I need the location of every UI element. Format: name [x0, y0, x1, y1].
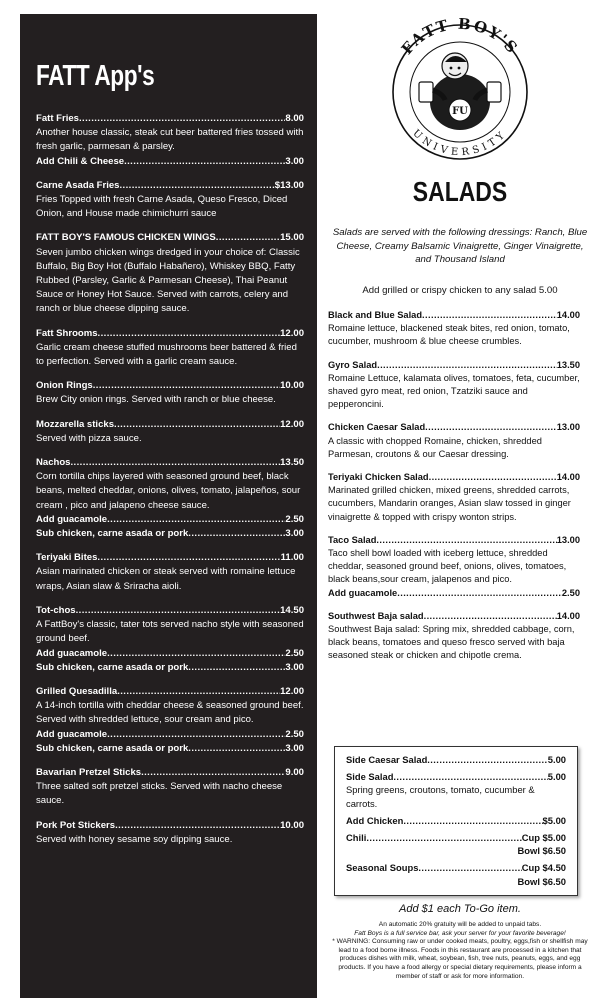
item-price: 2.50 [285, 728, 304, 740]
item-name: Carne Asada Fries [36, 179, 120, 191]
item-name: Seasonal Soups [346, 862, 419, 874]
item-name: Side Salad [346, 771, 394, 783]
leader-dots [376, 534, 556, 547]
leader-dots [403, 814, 542, 827]
leader-dots [98, 327, 281, 341]
leader-dots [115, 819, 280, 833]
logo-badge: FU [452, 106, 468, 117]
appetizers-list [36, 112, 304, 857]
item-name: Fatt Shrooms [36, 327, 98, 339]
addon-line [36, 513, 304, 527]
item-description: Served with pizza sauce. [36, 432, 142, 444]
salads-title: SALADS [412, 176, 508, 207]
item-price: 5.00 [547, 771, 566, 783]
leader-dots [76, 604, 281, 618]
item-name: Pork Pot Stickers [36, 819, 116, 831]
item-name: Add guacamole [36, 728, 108, 740]
item-name: Teriyaki Bites [36, 552, 98, 564]
leader-dots [427, 753, 547, 766]
leader-dots [188, 527, 285, 541]
leader-dots [418, 861, 521, 874]
item-description: Another house classic, steak cut beer battered fries tossed with fresh garlic, parmesan & parsley. [36, 127, 304, 153]
item-name: Nachos [36, 457, 71, 469]
item-header [346, 814, 566, 827]
salad-item [328, 610, 580, 663]
item-name: Add guacamole [36, 647, 108, 659]
item-header [328, 309, 580, 322]
addon-line [36, 155, 304, 169]
item-header [346, 831, 566, 844]
item-name: FATT BOY'S FAMOUS CHICKEN WINGS [36, 232, 216, 244]
item-header [36, 231, 304, 245]
item-price: 3.00 [285, 155, 304, 167]
item-description: Three salted soft pretzel sticks. Served with nacho cheese sauce. [36, 781, 283, 807]
item-price: 9.00 [285, 766, 304, 778]
leader-dots [93, 379, 280, 393]
item-price: 8.00 [285, 113, 304, 124]
item-header [36, 112, 304, 126]
item-price: Cup $5.00 [521, 832, 566, 844]
item-name: Bavarian Pretzel Sticks [36, 766, 142, 778]
leader-dots [425, 421, 557, 434]
item-price: 11.00 [280, 552, 304, 564]
gratuity-note: An automatic 20% gratuity will be added to unpaid tabs. [378, 921, 542, 928]
item-description: A FattBoy's classic, tater tots served nacho style with seasoned ground beef. [36, 619, 304, 645]
item-name: Mozzarella sticks [36, 418, 115, 430]
item-price: 3.00 [285, 661, 304, 673]
item-name: Grilled Quesadilla [36, 685, 118, 697]
item-price: 5.00 [547, 754, 566, 765]
item-price: 3.00 [285, 742, 304, 754]
leader-dots [366, 831, 521, 844]
appetizer-item [36, 112, 304, 169]
leader-dots [422, 309, 557, 322]
togo-note: Add $1 each To-Go item. [399, 903, 521, 915]
leader-dots [107, 647, 285, 661]
appetizer-item [36, 819, 304, 847]
item-name: Sub chicken, carne asada or pork [36, 742, 189, 754]
item-price: 12.00 [280, 685, 304, 697]
item-name: Side Caesar Salad [346, 754, 428, 765]
leader-dots [107, 728, 285, 742]
appetizer-item [36, 685, 304, 756]
item-price: Cup $4.50 [521, 862, 566, 874]
logo-top-text: FATT BOY'S [397, 18, 523, 58]
leader-dots [117, 685, 280, 699]
item-header [328, 534, 580, 547]
leader-dots [216, 231, 280, 245]
item-name: Tot-chos [36, 604, 76, 616]
item-header [328, 359, 580, 372]
salads-list [328, 309, 580, 673]
appetizer-item [36, 231, 304, 316]
item-header [328, 421, 580, 434]
item-description: Romaine lettuce, blackened steak bites, red onion, tomato, cucumber, mushroom & blue cheese crumbles. [328, 323, 570, 347]
item-name: Fatt Fries [36, 113, 79, 124]
item-header [346, 861, 566, 874]
item-price: 10.00 [280, 380, 304, 392]
item-price: 14.00 [556, 310, 580, 320]
dressings-note: Salads are served with the following dressings: Ranch, Blue Cheese, Creamy Balsamic Vinaigrette, Ginger Vinaigrette, and Thousand Island [332, 227, 588, 265]
item-price: 13.50 [280, 457, 304, 469]
appetizers-panel [20, 14, 317, 998]
item-description: Romaine Lettuce, kalamata olives, tomatoes, feta, cucumber, shaved gyro meat, red onion, Tzatziki sauce and pepperoncini. [328, 372, 580, 410]
side-item [346, 814, 566, 827]
item-header [346, 770, 566, 783]
salad-item [328, 471, 580, 524]
appetizer-item [36, 766, 304, 809]
item-description: Seven jumbo chicken wings dredged in your choice of: Classic Buffalo, Big Boy Hot (Buffalo Habañero), Whiskey BBQ, Fatty Rubbed (Parsley, Garlic & Parmesan Cheese), Thai Peanut Sauce or Honey Hot Sauce. Served with carrots, celery and ranch or blue cheese dipping sauce. [36, 246, 300, 315]
item-name: Sub chicken, carne asada or pork [36, 661, 189, 673]
salad-item [328, 421, 580, 461]
appetizer-item [36, 327, 304, 370]
item-description: Spring greens, croutons, tomato, cucumber & carrots. [346, 784, 535, 809]
sides-box [334, 746, 578, 896]
leader-dots [119, 179, 274, 193]
item-price: 14.50 [280, 604, 304, 616]
allergy-warning: * WARNING: Consuming raw or under cooked meats, poultry, eggs,fish or shellfish may lead to a food borne illness. Foods in this restaurant are processed in a kitchen that produces dishes with milk, wheat, soybean, fish, tree nuts, peanuts, eggs, and egg products. If you have a food allergy or special dietary requirements, please inform a member of staff or ask for more information. [332, 938, 588, 980]
item-name: Sub chicken, carne asada or pork [36, 528, 189, 540]
side-item [346, 770, 566, 810]
leader-dots [79, 112, 285, 126]
item-name: Onion Rings [36, 380, 93, 392]
item-price: 14.00 [556, 472, 580, 483]
item-description: Fries Topped with fresh Carne Asada, Queso Fresco, Diced Onion, and House made chimichurri sauce [36, 194, 288, 220]
item-name: Add guacamole [328, 587, 398, 598]
item-description: Served with honey sesame soy dipping sauce. [36, 833, 233, 845]
side-item [346, 861, 566, 887]
appetizer-item [36, 379, 304, 407]
item-description: Garlic cream cheese stuffed mushrooms beer battered & fried to perfection. Served with a garlic cream sauce. [36, 341, 297, 368]
item-price: 12.00 [280, 327, 304, 339]
item-header [36, 685, 304, 699]
item-header [36, 604, 304, 618]
svg-text:FATT BOY'S [398, 18, 522, 58]
leader-dots [393, 770, 547, 783]
addon-line [36, 742, 304, 756]
item-description: A classic with chopped Romaine, chicken, shredded Parmesan, croutons & our Caesar dressing. [328, 435, 542, 459]
item-header [36, 179, 304, 193]
item-name: Add Chicken [346, 814, 404, 826]
leader-dots [124, 155, 285, 169]
item-header [36, 379, 304, 393]
item-header [36, 456, 304, 470]
leader-dots [377, 359, 557, 372]
salads-panel [328, 0, 592, 1008]
item-header [328, 471, 580, 484]
item-price: 2.50 [561, 587, 580, 598]
item-description: Taco shell bowl loaded with iceberg lettuce, shredded cheddar, seasoned ground beef, onions, olives, tomatoes, black beans,sour cream, jalapenos and pico. [328, 548, 567, 585]
item-description: A 14-inch tortilla with cheddar cheese & seasoned ground beef. Served with shredded lettuce, sour cream and pico. [36, 700, 304, 726]
side-item [346, 753, 566, 766]
item-name: Southwest Baja salad [328, 610, 424, 621]
item-name: Add Chili & Cheese [36, 155, 125, 167]
appetizers-title: FATT App's [36, 60, 155, 92]
leader-dots [114, 418, 280, 432]
item-name: Taco Salad [328, 534, 377, 545]
item-price: 14.00 [556, 610, 580, 621]
addon-line [36, 647, 304, 661]
item-price: $13.00 [274, 179, 304, 191]
item-price: $5.00 [542, 814, 566, 826]
item-price: 13.50 [556, 359, 580, 370]
item-name: Chili [346, 832, 367, 844]
fatt-boys-university-logo [375, 18, 545, 160]
item-price: 10.00 [280, 819, 304, 831]
item-price: 2.50 [285, 647, 304, 659]
fine-print [328, 921, 592, 981]
item-name: Teriyaki Chicken Salad [328, 472, 429, 483]
salad-item [328, 534, 580, 600]
item-price: 13.00 [556, 422, 580, 433]
item-price: 13.00 [556, 534, 580, 545]
logo-bottom-text: UNIVERSITY [410, 127, 510, 159]
appetizer-item [36, 551, 304, 594]
salad-item [328, 359, 580, 412]
appetizer-item [36, 604, 304, 675]
item-header [36, 551, 304, 565]
side-item [346, 831, 566, 857]
appetizer-item [36, 456, 304, 541]
leader-dots [397, 587, 562, 600]
leader-dots [188, 661, 285, 675]
item-description: Brew City onion rings. Served with ranch or blue cheese. [36, 394, 276, 406]
leader-dots [424, 610, 557, 623]
addon-line [36, 728, 304, 742]
bar-note: Fatt Boys is a full service bar, ask your server for your favorite beverage! [354, 929, 566, 937]
leader-dots [141, 766, 285, 780]
item-description: Southwest Baja salad: Spring mix, shredded cabbage, corn, black beans, tomatoes and queso fresco served with baja seasoned steak or chicken and chipotle crema. [328, 624, 575, 661]
leader-dots [188, 742, 285, 756]
leader-dots [107, 513, 285, 527]
item-header [36, 819, 304, 833]
item-price: 15.00 [280, 232, 304, 244]
leader-dots [71, 456, 281, 470]
item-name: Chicken Caesar Salad [328, 422, 426, 433]
item-header [328, 610, 580, 623]
salad-item [328, 309, 580, 349]
leader-dots [429, 471, 557, 484]
item-description: Marinated grilled chicken, mixed greens, shredded carrots, cucumbers, Mandarin oranges, Asian slaw tossed in ginger vinaigrette & topped with crispy wonton strips. [328, 485, 571, 522]
item-name: Gyro Salad [328, 359, 378, 370]
item-price: 12.00 [280, 418, 304, 430]
addon-line [36, 527, 304, 541]
item-header [36, 766, 304, 780]
item-header [36, 327, 304, 341]
appetizer-item [36, 179, 304, 222]
leader-dots [97, 551, 280, 565]
item-description: Asian marinated chicken or steak served with romaine lettuce wraps, Asian slaw & Sriracha aioli. [36, 566, 296, 592]
item-price: 2.50 [285, 513, 304, 525]
appetizer-item [36, 418, 304, 446]
svg-text:UNIVERSITY [410, 128, 509, 158]
item-name: Black and Blue Salad [328, 310, 423, 320]
item-header [36, 418, 304, 432]
bowl-price: Bowl $6.50 [517, 845, 566, 857]
item-header [346, 753, 566, 766]
item-name: Add guacamole [36, 513, 108, 525]
item-description: Corn tortilla chips layered with seasoned ground beef, black beans, melted cheddar, onions, olives, tomato, jalapeños, sour cream , pico and jalapeno cheese sauce. [36, 471, 301, 511]
item-price: 3.00 [285, 528, 304, 540]
bowl-price: Bowl $6.50 [517, 875, 566, 887]
add-chicken-note: Add grilled or crispy chicken to any salad 5.00 [362, 285, 558, 296]
addon-line [328, 587, 580, 600]
addon-line [36, 661, 304, 675]
